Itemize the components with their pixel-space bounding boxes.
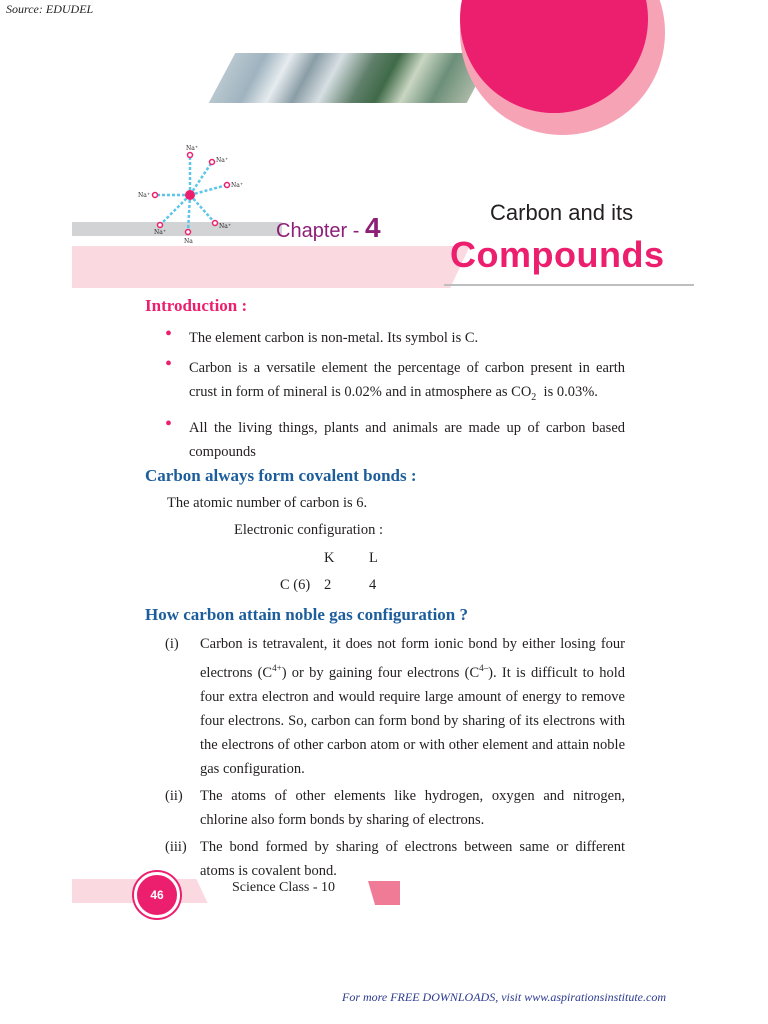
- item-number: (i): [165, 636, 179, 652]
- intro-heading: Introduction :: [145, 296, 248, 315]
- bullet-icon: •: [165, 323, 173, 345]
- footer-book-title: Science Class - 10: [232, 880, 336, 895]
- downloads-link[interactable]: For more FREE DOWNLOADS, visit www.aspirationsinstitute.com: [342, 990, 666, 1004]
- list-item: (iii) The bond formed by sharing of electrons between same or different atoms is covalent bond.: [165, 835, 625, 883]
- atom-label: Na+: [219, 222, 232, 230]
- page-number-badge: 46: [134, 872, 180, 918]
- title-divider: [444, 284, 694, 286]
- list-item: • Carbon is a versatile element the percentage of carbon present in earth crust in form of mineral is 0.02% and in atmosphere as $CO_2$ is 0.03%.: [165, 353, 625, 403]
- l-value: 4: [369, 577, 377, 593]
- covalent-heading: Carbon always form covalent bonds :: [145, 466, 417, 485]
- noble-gas-list: [165, 632, 625, 886]
- atom-label: Na+: [186, 144, 199, 152]
- k-value: 2: [324, 577, 332, 593]
- chapter-heading: [276, 212, 381, 244]
- atom-label: Na+: [154, 228, 167, 236]
- element-symbol: C (6): [280, 577, 311, 593]
- config-label: Electronic configuration :: [234, 522, 383, 538]
- atom-label: Na: [184, 238, 193, 245]
- shell-k: K: [324, 550, 335, 566]
- atomic-number-text: The atomic number of carbon is 6.: [167, 495, 368, 511]
- bullet-icon: •: [165, 353, 173, 375]
- list-item: • All the living things, plants and animals are made up of carbon based compounds: [165, 412, 625, 460]
- intro-bullets: [165, 323, 625, 470]
- chapter-number: 4: [364, 212, 381, 243]
- header-photo-strip: [209, 53, 494, 103]
- sodium-molecule-illustration: [130, 140, 250, 250]
- footer-pink-tab: [368, 881, 400, 905]
- item-number: (iii): [165, 838, 187, 855]
- shell-l: L: [369, 550, 378, 566]
- atom-label: Na+: [231, 181, 244, 189]
- bullet-icon: •: [165, 412, 173, 435]
- atom-label: Na+: [216, 156, 229, 164]
- atom-label: Na+: [138, 191, 151, 199]
- list-item: (i) Carbon is tetravalent, it does not form ionic bond by either losing four electrons $(C^{4+})$ or by gaining four electrons $(C^{4-})$. It is difficult to hold four extra electron and would require large amount of energy to remove four electrons. So, carbon can form bond by sharing of its electrons with the electrons of other carbon atom or with other element and attain noble gas configuration.: [165, 632, 625, 781]
- list-item: (ii) The atoms of other elements like hydrogen, oxygen and nitrogen, chlorine also form bonds by sharing of electrons.: [165, 784, 625, 832]
- chapter-label: Chapter -: [276, 220, 365, 242]
- chapter-title-line1: Carbon and its: [490, 200, 634, 225]
- list-item: • The element carbon is non-metal. Its symbol is C.: [165, 323, 479, 346]
- noble-gas-heading: How carbon attain noble gas configuration ?: [145, 605, 469, 624]
- source-label: Source: EDUDEL: [6, 2, 94, 16]
- chapter-pink-band: [72, 246, 444, 288]
- chapter-title-line2: Compounds: [450, 234, 665, 275]
- item-number: (ii): [165, 787, 183, 804]
